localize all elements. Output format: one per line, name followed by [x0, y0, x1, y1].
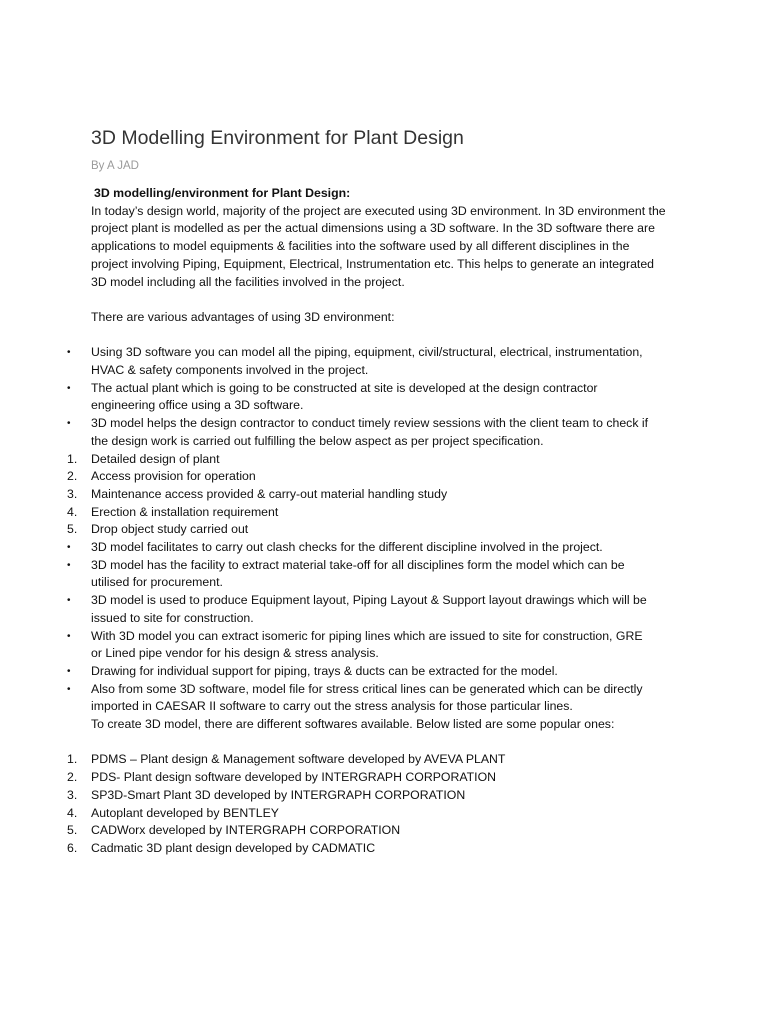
bullet-marker: •: [67, 595, 71, 607]
spacer: [91, 327, 691, 345]
number-marker: 3.: [67, 787, 78, 802]
advantage-item: [67, 415, 691, 450]
number-marker: 4.: [67, 504, 78, 519]
advantage-line: Maintenance access provided & carry-out material handling study: [91, 486, 448, 501]
number-marker: 6.: [67, 840, 78, 855]
advantage-line: Detailed design of plant: [91, 451, 220, 466]
advantage-line: 3D model facilitates to carry out clash checks for the different discipline involved in the project.: [91, 540, 603, 555]
software-name: Cadmatic 3D plant design developed by CADMATIC: [91, 840, 376, 855]
advantage-line: HVAC & safety components involved in the project.: [91, 363, 369, 377]
advantage-item: [67, 592, 691, 627]
software-item: [67, 751, 691, 769]
intro-line: applications to model equipments & facilities into the software used by all different disciplines in the: [91, 239, 630, 254]
bullet-marker: •: [67, 665, 71, 677]
number-marker: 5.: [67, 823, 78, 838]
intro-line: In today’s design world, majority of the project are executed using 3D environment. In 3D environment the: [91, 203, 666, 218]
advantage-item: [67, 380, 691, 415]
bullet-marker: •: [67, 347, 71, 359]
intro-line: 3D model including all the facilities involved in the project.: [91, 274, 405, 289]
advantage-item: [67, 628, 691, 663]
advantage-line: 3D model is used to produce Equipment layout, Piping Layout & Support layout drawings which will be: [91, 593, 647, 608]
advantage-line: To create 3D model, there are different softwares available. Below listed are some popular ones:: [91, 717, 615, 732]
bullet-marker: •: [67, 542, 71, 554]
page-title: 3D Modelling Environment for Plant Design: [91, 127, 464, 149]
advantage-item: [67, 539, 691, 557]
intro-line: project involving Piping, Equipment, Electrical, Instrumentation etc. This helps to generate an integrated: [91, 256, 655, 271]
advantage-line: engineering office using a 3D software.: [91, 398, 304, 413]
advantage-line: Drop object study carried out: [91, 522, 249, 537]
advantage-item: [67, 663, 691, 681]
advantages-intro: There are various advantages of using 3D environment:: [91, 309, 395, 324]
number-marker: 1.: [67, 451, 78, 466]
software-item: [67, 787, 691, 805]
number-marker: 4.: [67, 805, 78, 820]
advantage-line: Erection & installation requirement: [91, 504, 279, 519]
advantage-line: With 3D model you can extract isomeric for piping lines which are issued to site for construction, GRE: [91, 628, 643, 643]
advantage-item: [67, 557, 691, 592]
author-byline: By A JAD: [91, 160, 139, 172]
number-marker: 2.: [67, 770, 78, 785]
number-marker: 1.: [67, 752, 78, 767]
advantage-item: [67, 344, 691, 379]
advantage-line: or Lined pipe vendor for his design & stress analysis.: [91, 646, 379, 661]
advantage-line: Access provision for operation: [91, 469, 256, 484]
spacer: [91, 734, 691, 752]
advantage-item: [67, 504, 691, 522]
advantage-item: [67, 521, 691, 539]
software-name: PDS- Plant design software developed by INTERGRAPH CORPORATION: [91, 770, 497, 785]
advantage-line: Using 3D software you can model all the piping, equipment, civil/structural, electrical, instrumentation,: [91, 345, 643, 360]
software-list: [67, 751, 691, 857]
advantage-line: imported in CAESAR II software to carry out the stress analysis for those particular lines.: [91, 699, 573, 714]
bullet-marker: •: [67, 382, 71, 394]
advantage-item: [67, 486, 691, 504]
advantage-item: [67, 468, 691, 486]
bullet-marker: •: [67, 683, 71, 695]
software-name: Autoplant developed by BENTLEY: [91, 805, 279, 820]
software-item: [67, 769, 691, 787]
bullet-marker: •: [67, 559, 71, 571]
advantage-line: The actual plant which is going to be constructed at site is developed at the design contractor: [91, 380, 598, 395]
advantage-line: utilised for procurement.: [91, 575, 223, 590]
advantage-item: [67, 681, 691, 734]
software-item: [67, 822, 691, 840]
advantage-line: issued to site for construction.: [91, 610, 254, 625]
software-name: SP3D-Smart Plant 3D developed by INTERGRAPH CORPORATION: [91, 787, 466, 802]
article-body: [67, 185, 691, 858]
software-item: [67, 805, 691, 823]
advantage-line: Also from some 3D software, model file for stress critical lines can be generated which can be directly: [91, 681, 643, 696]
advantage-item: [67, 451, 691, 469]
software-name: PDMS – Plant design & Management software developed by AVEVA PLANT: [91, 752, 506, 767]
advantage-line: 3D model helps the design contractor to conduct timely review sessions with the client team to check if: [91, 416, 649, 431]
section-heading: 3D modelling/environment for Plant Design:: [94, 186, 351, 200]
software-name: CADWorx developed by INTERGRAPH CORPORATION: [91, 823, 401, 838]
number-marker: 3.: [67, 486, 78, 501]
advantages-list: [67, 344, 691, 733]
bullet-marker: •: [67, 418, 71, 430]
number-marker: 2.: [67, 469, 78, 484]
software-item: [67, 840, 691, 858]
intro-paragraph: [91, 203, 691, 292]
advantage-line: the design work is carried out fulfilling the below aspect as per project specification.: [91, 433, 544, 448]
number-marker: 5.: [67, 522, 78, 537]
advantage-line: 3D model has the facility to extract material take-off for all disciplines form the model which can be: [91, 557, 625, 572]
bullet-marker: •: [67, 630, 71, 642]
advantage-line: Drawing for individual support for piping, trays & ducts can be extracted for the model.: [91, 663, 558, 678]
spacer: [91, 291, 691, 309]
intro-line: project plant is modelled as per the actual dimensions using a 3D software. In the 3D software there are: [91, 221, 655, 236]
